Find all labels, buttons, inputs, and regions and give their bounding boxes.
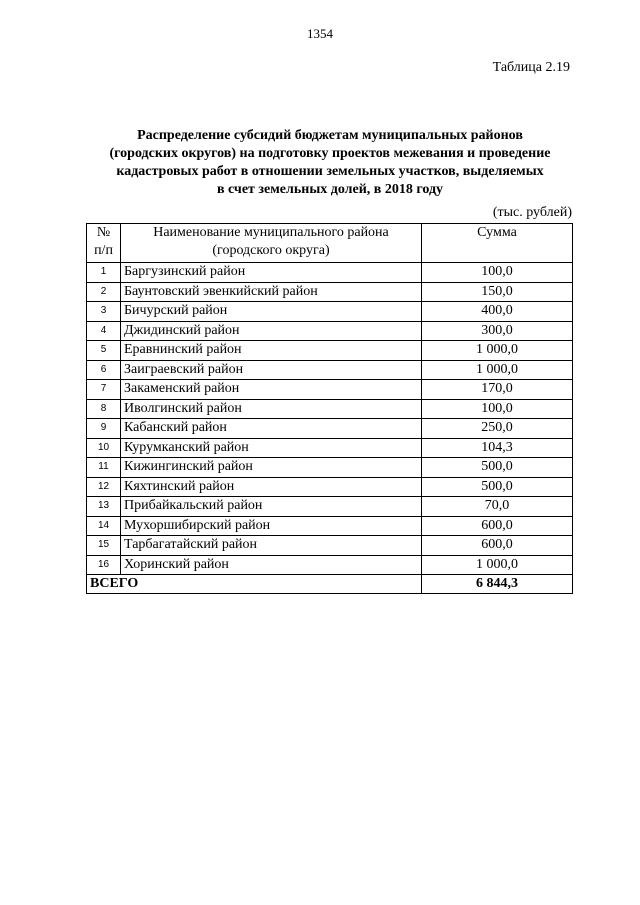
header-num-line1: № [96,225,111,240]
row-number: 8 [87,399,121,419]
row-district-name: Курумканский район [121,438,422,458]
row-sum: 1 000,0 [422,341,573,361]
row-district-name: Иволгинский район [121,399,422,419]
row-sum: 300,0 [422,321,573,341]
header-name-line2: (городского округа) [212,243,330,258]
row-number: 6 [87,360,121,380]
table-row [87,380,573,400]
row-sum: 170,0 [422,380,573,400]
row-number: 2 [87,282,121,302]
header-name [121,224,422,263]
row-sum: 104,3 [422,438,573,458]
row-district-name: Еравнинский район [121,341,422,361]
row-district-name: Кижингинский район [121,458,422,478]
row-number: 4 [87,321,121,341]
total-row [87,575,573,594]
row-number: 3 [87,302,121,322]
page-number: 1354 [307,26,333,41]
subsidy-table [86,223,573,594]
table-row [87,555,573,575]
table-row [87,263,573,283]
row-number: 14 [87,516,121,536]
row-district-name: Хоринский район [121,555,422,575]
row-number: 15 [87,536,121,556]
row-sum: 150,0 [422,282,573,302]
title-line: (городских округов) на подготовку проектов межевания и проведение [109,146,551,161]
row-number: 10 [87,438,121,458]
row-district-name: Закаменский район [121,380,422,400]
row-district-name: Кяхтинский район [121,477,422,497]
row-sum: 500,0 [422,477,573,497]
table-row [87,438,573,458]
row-number: 1 [87,263,121,283]
row-number: 5 [87,341,121,361]
row-sum: 1 000,0 [422,555,573,575]
row-district-name: Баргузинский район [121,263,422,283]
table-row [87,419,573,439]
row-sum: 600,0 [422,516,573,536]
row-district-name: Заиграевский район [121,360,422,380]
table-header-row [87,224,573,263]
header-num-line2: п/п [94,243,113,258]
total-sum: 6 844,3 [422,575,573,594]
header-num [87,224,121,263]
table-row [87,282,573,302]
table-row [87,477,573,497]
row-number: 7 [87,380,121,400]
row-district-name: Джидинский район [121,321,422,341]
row-sum: 250,0 [422,419,573,439]
row-number: 11 [87,458,121,478]
table-row [87,341,573,361]
total-label: ВСЕГО [87,575,422,594]
table-row [87,360,573,380]
table-row [87,536,573,556]
table-row [87,497,573,517]
table-row [87,458,573,478]
table-label: Таблица 2.19 [492,60,570,75]
row-sum: 70,0 [422,497,573,517]
row-sum: 100,0 [422,263,573,283]
table-row [87,399,573,419]
row-district-name: Баунтовский эвенкийский район [121,282,422,302]
units-label: (тыс. рублей) [492,205,572,220]
row-district-name: Тарбагатайский район [121,536,422,556]
row-district-name: Мухоршибирский район [121,516,422,536]
row-number: 16 [87,555,121,575]
row-district-name: Прибайкальский район [121,497,422,517]
table-row [87,302,573,322]
header-sum: Сумма [422,224,573,263]
row-sum: 600,0 [422,536,573,556]
table-row [87,321,573,341]
title-line: в счет земельных долей, в 2018 году [216,182,444,197]
table-row [87,516,573,536]
row-number: 9 [87,419,121,439]
row-sum: 500,0 [422,458,573,478]
table-title [80,127,580,199]
row-district-name: Кабанский район [121,419,422,439]
row-sum: 400,0 [422,302,573,322]
header-name-line1: Наименование муниципального района [153,225,389,240]
row-sum: 100,0 [422,399,573,419]
table-body [87,263,573,594]
title-line: кадастровых работ в отношении земельных участков, выделяемых [116,164,544,179]
row-number: 13 [87,497,121,517]
row-number: 12 [87,477,121,497]
row-sum: 1 000,0 [422,360,573,380]
title-line: Распределение субсидий бюджетам муниципальных районов [137,128,523,143]
row-district-name: Бичурский район [121,302,422,322]
